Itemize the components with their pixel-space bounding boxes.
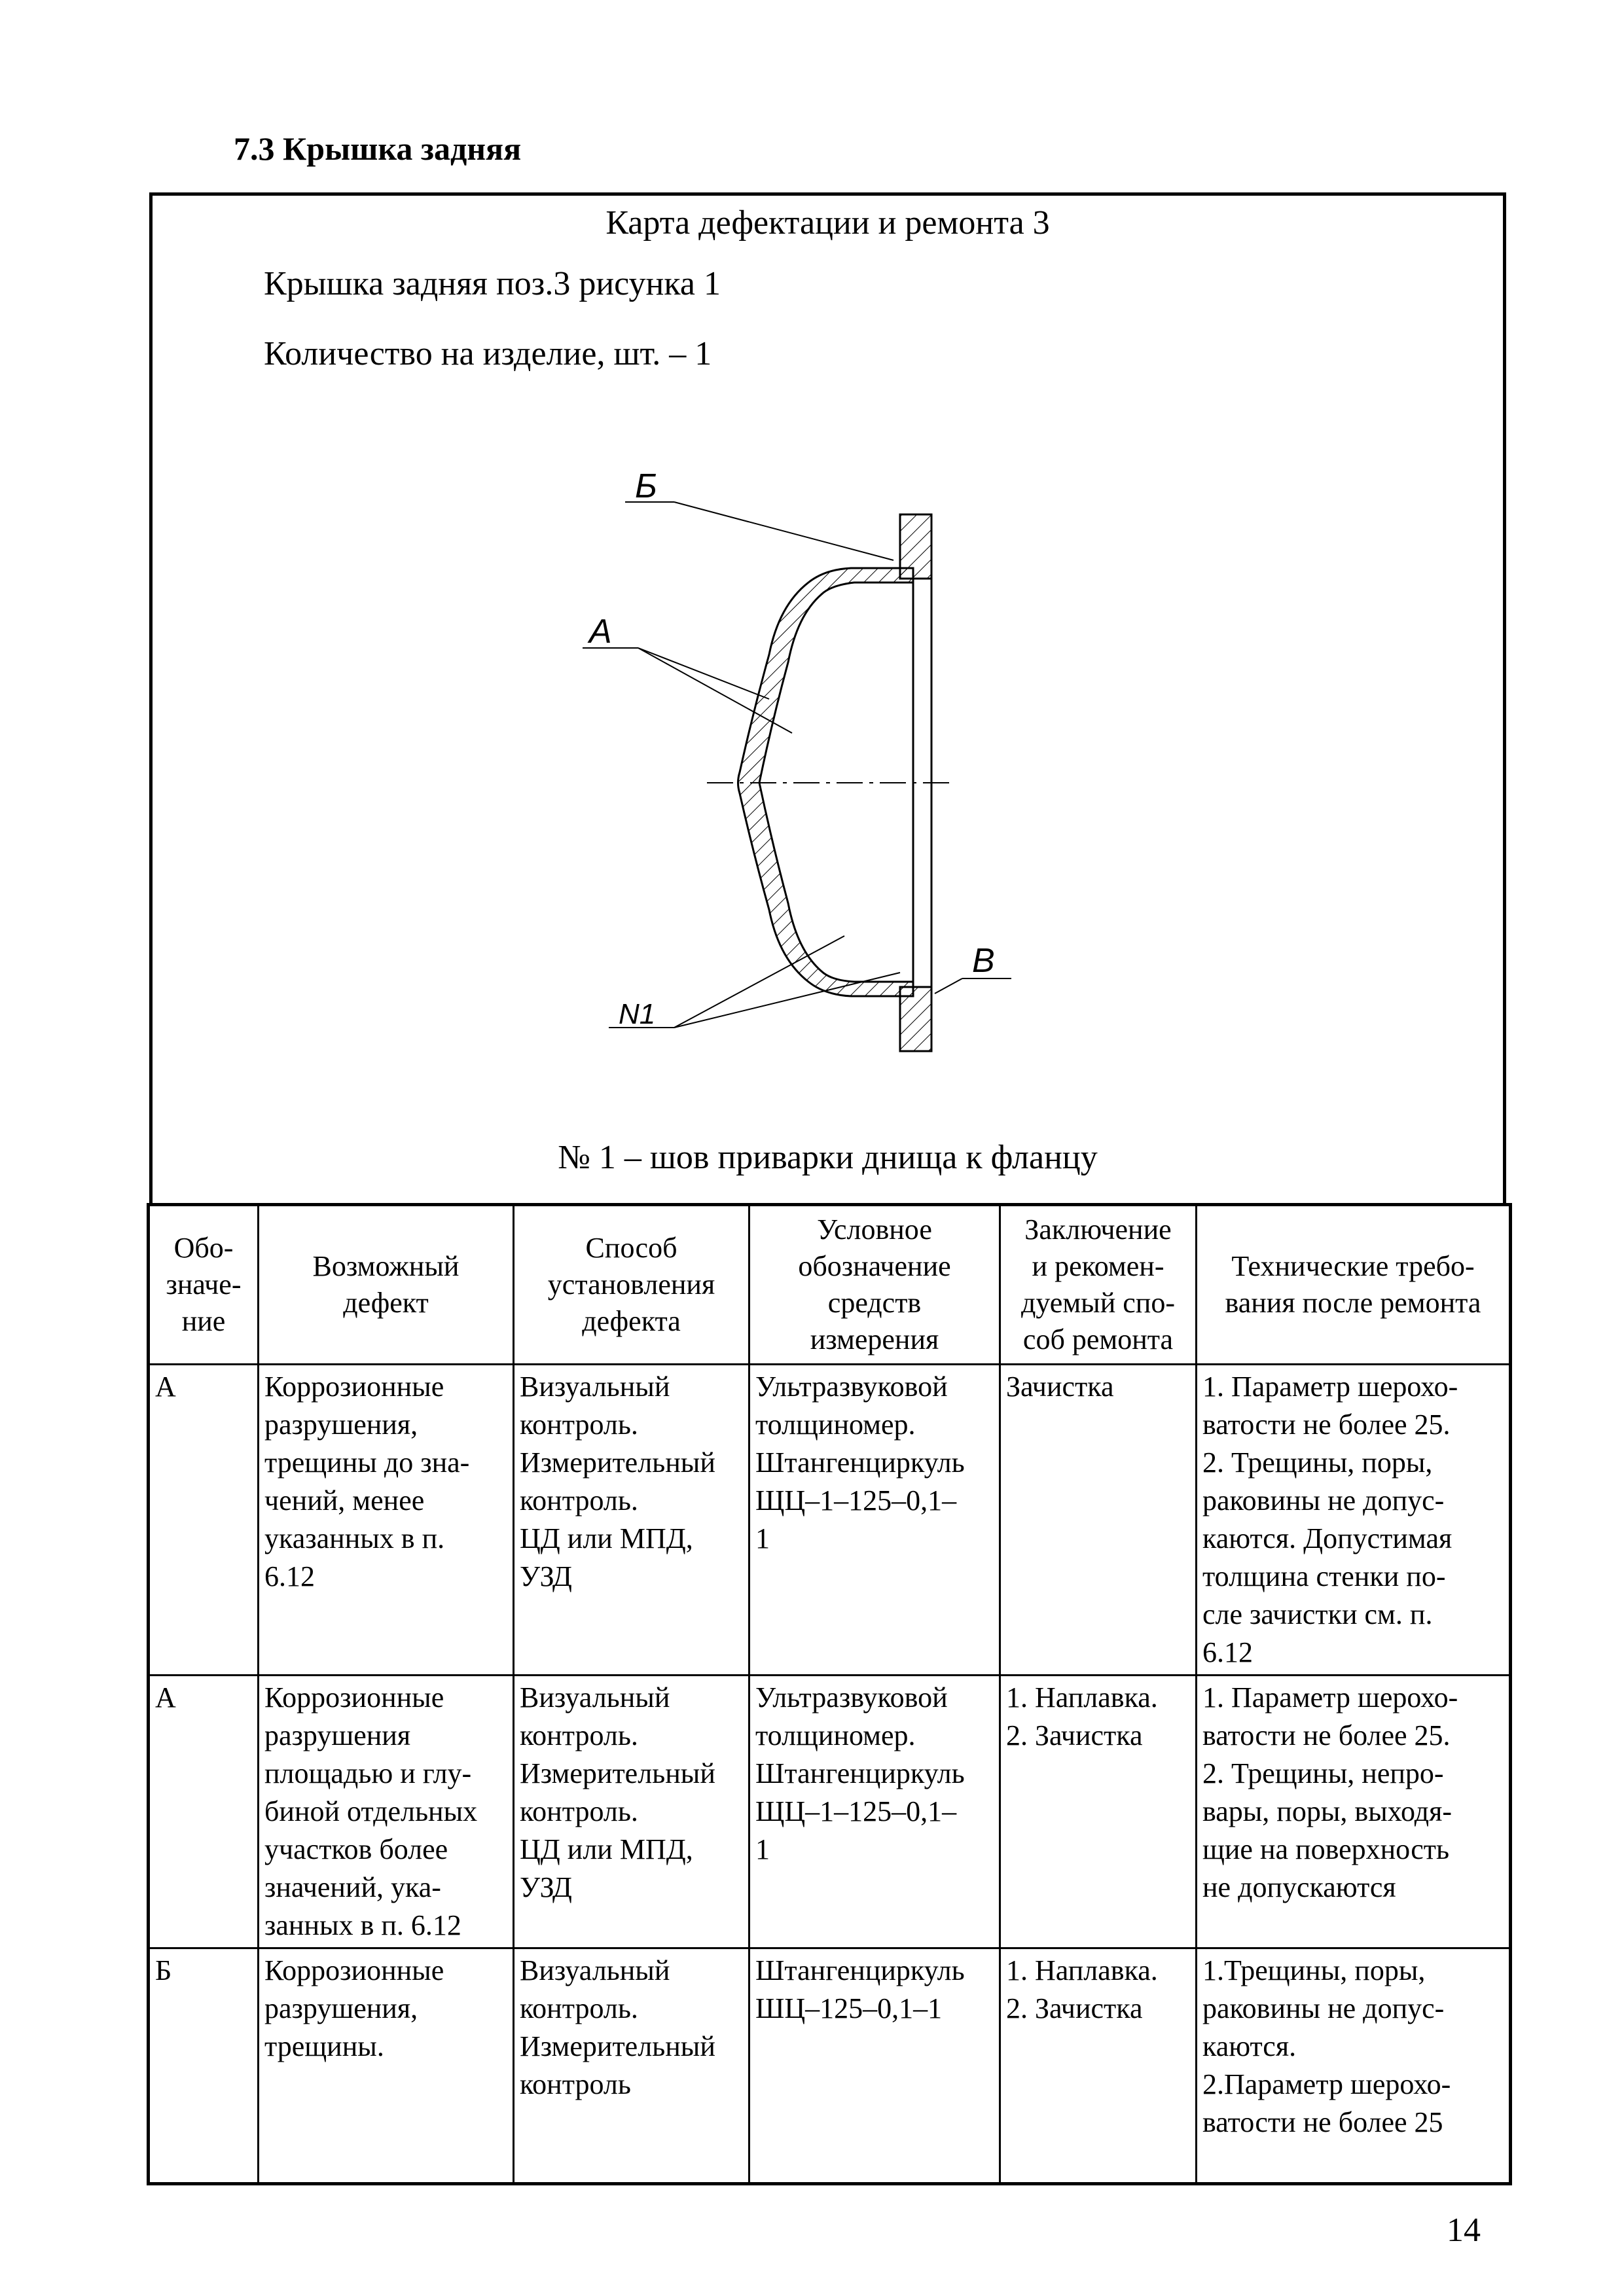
card-title: Карта дефектации и ремонта 3 bbox=[605, 204, 1050, 242]
table-row bbox=[149, 1948, 1511, 2184]
table-cell: Ультразвуковой толщиномер. Штангенциркуль ЩЦ–1–125–0,1– 1 bbox=[749, 1676, 1000, 1948]
table-cell: 1. Наплавка. 2. Зачистка bbox=[1000, 1676, 1197, 1948]
table-header-cell: Обо- значе- ние bbox=[149, 1205, 259, 1365]
table-cell: 1. Параметр шерохо- ватости не более 25. 2. Трещины, непро- вары, поры, выходя- щие на поверхность не допускаются bbox=[1197, 1676, 1511, 1948]
table-cell: Коррозионные разрушения, трещины. bbox=[259, 1948, 514, 2184]
defect-table bbox=[147, 1203, 1512, 2185]
table-cell: Визуальный контроль. Измерительный контроль. ЦД или МПД, УЗД bbox=[514, 1365, 749, 1676]
table-header-cell: Заключение и рекомен- дуемый спо- соб ремонта bbox=[1000, 1205, 1197, 1365]
table-header-cell: Условное обозначение средств измерения bbox=[749, 1205, 1000, 1365]
table-header-cell: Способ установления дефекта bbox=[514, 1205, 749, 1365]
card-part-line: Крышка задняя поз.3 рисунка 1 bbox=[264, 265, 721, 302]
table-cell: Коррозионные разрушения площадью и глу- биной отдельных участков более значений, ука- занных в п. 6.12 bbox=[259, 1676, 514, 1948]
page-number: 14 bbox=[1447, 2212, 1481, 2249]
rear-cover-drawing bbox=[543, 458, 1067, 1073]
table-cell: Ультразвуковой толщиномер. Штангенциркуль ЩЦ–1–125–0,1– 1 bbox=[749, 1365, 1000, 1676]
table-row bbox=[149, 1676, 1511, 1948]
card-caption: № 1 – шов приварки днища к фланцу bbox=[558, 1139, 1098, 1176]
label-n1: N1 bbox=[619, 998, 656, 1030]
section-title: 7.3 Крышка задняя bbox=[234, 130, 522, 167]
table-cell: Визуальный контроль. Измерительный контроль bbox=[514, 1948, 749, 2184]
table-cell: А bbox=[149, 1676, 259, 1948]
label-v: В bbox=[972, 942, 995, 980]
table-cell: Визуальный контроль. Измерительный контроль. ЦД или МПД, УЗД bbox=[514, 1676, 749, 1948]
table-cell: 1. Параметр шерохо- ватости не более 25. 2. Трещины, поры, раковины не допус- каются. Допустимая толщина стенки по- сле зачистки см. п. 6.12 bbox=[1197, 1365, 1511, 1676]
table-cell: Коррозионные разрушения, трещины до зна- чений, менее указанных в п. 6.12 bbox=[259, 1365, 514, 1676]
table-cell: Штангенциркуль ШЦ–125–0,1–1 bbox=[749, 1948, 1000, 2184]
table-cell: 1.Трещины, поры, раковины не допус- каются. 2.Параметр шерохо- ватости не более 25 bbox=[1197, 1948, 1511, 2184]
table-cell: Зачистка bbox=[1000, 1365, 1197, 1676]
table-row bbox=[149, 1365, 1511, 1676]
label-a: А bbox=[589, 613, 612, 651]
table-cell: Б bbox=[149, 1948, 259, 2184]
table-header-row bbox=[149, 1205, 1511, 1365]
table-header-cell: Технические требо- вания после ремонта bbox=[1197, 1205, 1511, 1365]
table-cell: А bbox=[149, 1365, 259, 1676]
card-quantity-line: Количество на изделие, шт. – 1 bbox=[264, 335, 712, 372]
table-cell: 1. Наплавка. 2. Зачистка bbox=[1000, 1948, 1197, 2184]
label-b: Б bbox=[635, 467, 657, 505]
table-header-cell: Возможный дефект bbox=[259, 1205, 514, 1365]
